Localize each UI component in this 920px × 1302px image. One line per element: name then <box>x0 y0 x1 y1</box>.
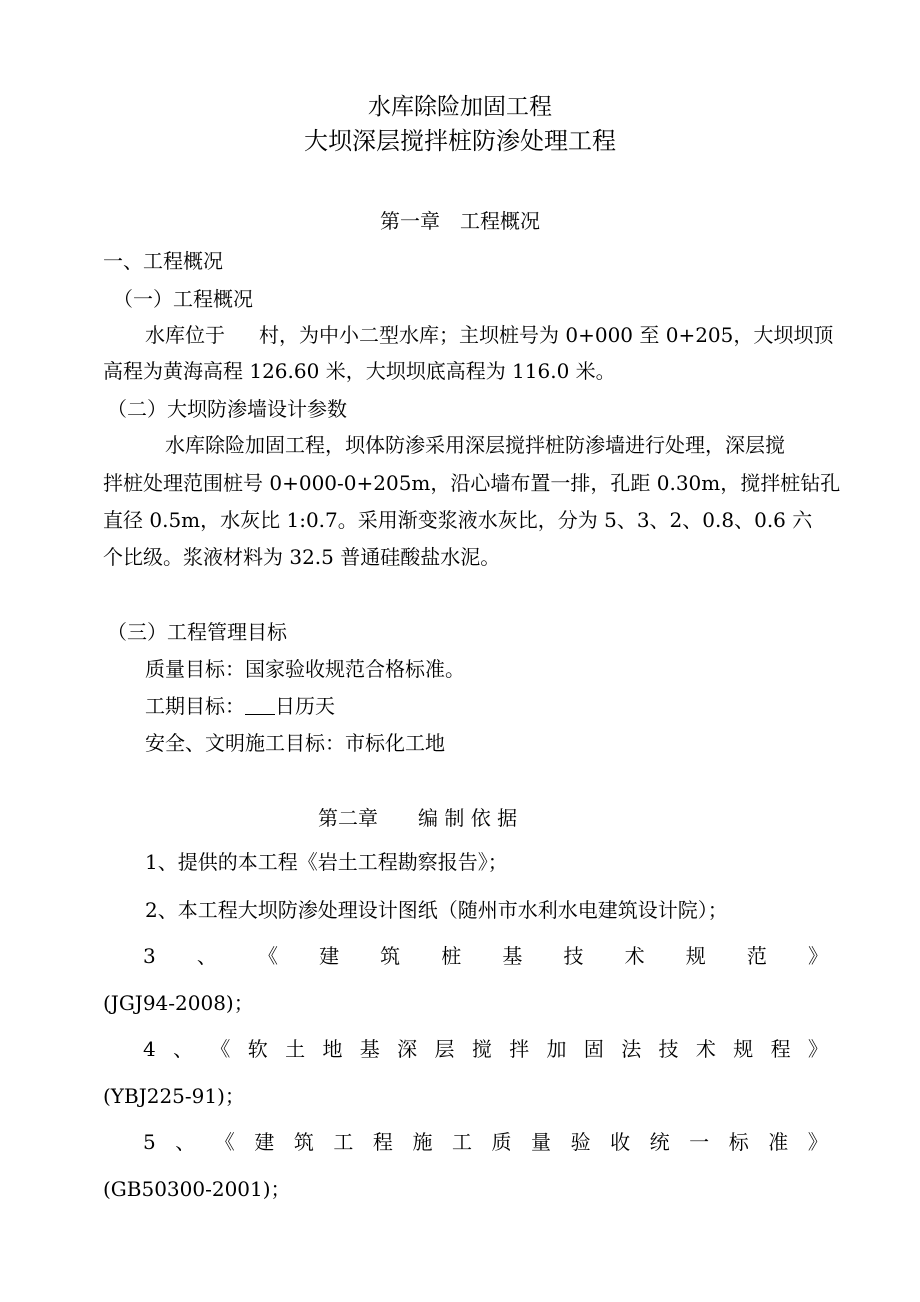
justified-char: 《 <box>214 1130 235 1154</box>
justified-char: 规 <box>685 944 706 968</box>
justified-char: 土 <box>285 1037 306 1061</box>
justified-char: 建 <box>254 1130 275 1154</box>
section1-heading: 一、工程概况 <box>103 249 223 273</box>
justified-char: 》 <box>807 1037 828 1061</box>
basis-item-5-code: (GB50300-2001)； <box>103 1177 291 1201</box>
justified-char: 软 <box>247 1037 268 1061</box>
justified-char: 5 <box>143 1130 156 1154</box>
justified-char: 标 <box>728 1130 749 1154</box>
justified-char: 规 <box>733 1037 754 1061</box>
justified-char: 收 <box>610 1130 631 1154</box>
justified-char: 一 <box>689 1130 710 1154</box>
justified-char: 统 <box>649 1130 670 1154</box>
period-suffix: 日历天 <box>275 694 335 718</box>
doc-title-line1: 水库除险加固工程 <box>368 94 552 120</box>
period-blank-field <box>245 694 275 715</box>
chapter2-heading: 第二章 编 制 依 据 <box>318 806 518 830</box>
chapter1-heading: 第一章 工程概况 <box>380 209 540 233</box>
justified-char: 、 <box>175 1130 196 1154</box>
basis-item-3-code: (JGJ94-2008)； <box>103 991 254 1015</box>
basis-item-3 <box>143 942 828 970</box>
justified-char: 施 <box>412 1130 433 1154</box>
sub1-heading: （一）工程概况 <box>113 287 253 311</box>
sub1-p1-part2: 村，为中小二型水库；主坝桩号为 0+000 至 0+205，大坝坝顶 <box>259 323 834 347</box>
justified-char: 建 <box>319 944 340 968</box>
sub1-paragraph-line1 <box>145 321 833 349</box>
sub2-line4: 个比级。浆液材料为 32.5 普通硅酸盐水泥。 <box>103 545 501 569</box>
justified-char: 筑 <box>293 1130 314 1154</box>
justified-char: 基 <box>359 1037 380 1061</box>
basis-item-4 <box>143 1035 828 1063</box>
justified-char: 程 <box>372 1130 393 1154</box>
justified-char: 固 <box>583 1037 604 1061</box>
period-target <box>145 692 335 720</box>
sub2-line1: 水库除险加固工程，坝体防渗采用深层搅拌桩防渗墙进行处理，深层搅 <box>165 433 785 457</box>
sub1-p1-part1: 水库位于 <box>145 323 225 347</box>
justified-char: 、 <box>196 944 217 968</box>
sub2-line2: 拌桩处理范围桩号 0+000-0+205m，沿心墙布置一排，孔距 0.30m，搅拌桩钻孔 <box>103 471 841 495</box>
basis-item-1: 1、提供的本工程《岩土工程勘察报告》； <box>145 850 508 874</box>
justified-char: 程 <box>770 1037 791 1061</box>
sub1-paragraph-line2: 高程为黄海高程 126.60 米，大坝坝底高程为 116.0 米。 <box>103 359 616 383</box>
sub2-line3: 直径 0.5m，水灰比 1:0.7。采用渐变浆液水灰比，分为 5、3、2、0.8、0.6 六 <box>103 508 813 532</box>
basis-item-5 <box>143 1128 828 1156</box>
justified-char: 工 <box>333 1130 354 1154</box>
justified-char: 术 <box>695 1037 716 1061</box>
justified-char: 准 <box>768 1130 789 1154</box>
basis-item-2: 2、本工程大坝防渗处理设计图纸（随州市水利水电建筑设计院）； <box>145 898 728 922</box>
justified-char: 工 <box>451 1130 472 1154</box>
justified-char: 范 <box>746 944 767 968</box>
justified-char: 》 <box>807 1130 828 1154</box>
justified-char: 深 <box>397 1037 418 1061</box>
justified-char: 地 <box>322 1037 343 1061</box>
safety-target: 安全、文明施工目标：市标化工地 <box>145 731 445 755</box>
justified-char: 《 <box>257 944 278 968</box>
justified-char: 《 <box>210 1037 231 1061</box>
justified-char: 层 <box>434 1037 455 1061</box>
justified-char: 技 <box>658 1037 679 1061</box>
sub2-heading: （二）大坝防渗墙设计参数 <box>107 397 347 421</box>
quality-target: 质量目标：国家验收规范合格标准。 <box>145 657 465 681</box>
basis-item-4-code: (YBJ225-91)； <box>103 1084 245 1108</box>
period-label: 工期目标： <box>145 694 245 718</box>
justified-char: 加 <box>546 1037 567 1061</box>
sub3-heading: （三）工程管理目标 <box>107 620 287 644</box>
justified-char: 桩 <box>441 944 462 968</box>
justified-char: 基 <box>502 944 523 968</box>
justified-char: 搅 <box>471 1037 492 1061</box>
doc-title-line2: 大坝深层搅拌桩防渗处理工程 <box>304 127 616 155</box>
justified-char: 4 <box>143 1037 156 1061</box>
justified-char: 量 <box>531 1130 552 1154</box>
justified-char: 质 <box>491 1130 512 1154</box>
justified-char: 法 <box>621 1037 642 1061</box>
justified-char: 3 <box>143 944 156 968</box>
justified-char: 》 <box>807 944 828 968</box>
justified-char: 术 <box>624 944 645 968</box>
justified-char: 筑 <box>380 944 401 968</box>
justified-char: 、 <box>173 1037 194 1061</box>
justified-char: 拌 <box>509 1037 530 1061</box>
justified-char: 技 <box>563 944 584 968</box>
justified-char: 验 <box>570 1130 591 1154</box>
